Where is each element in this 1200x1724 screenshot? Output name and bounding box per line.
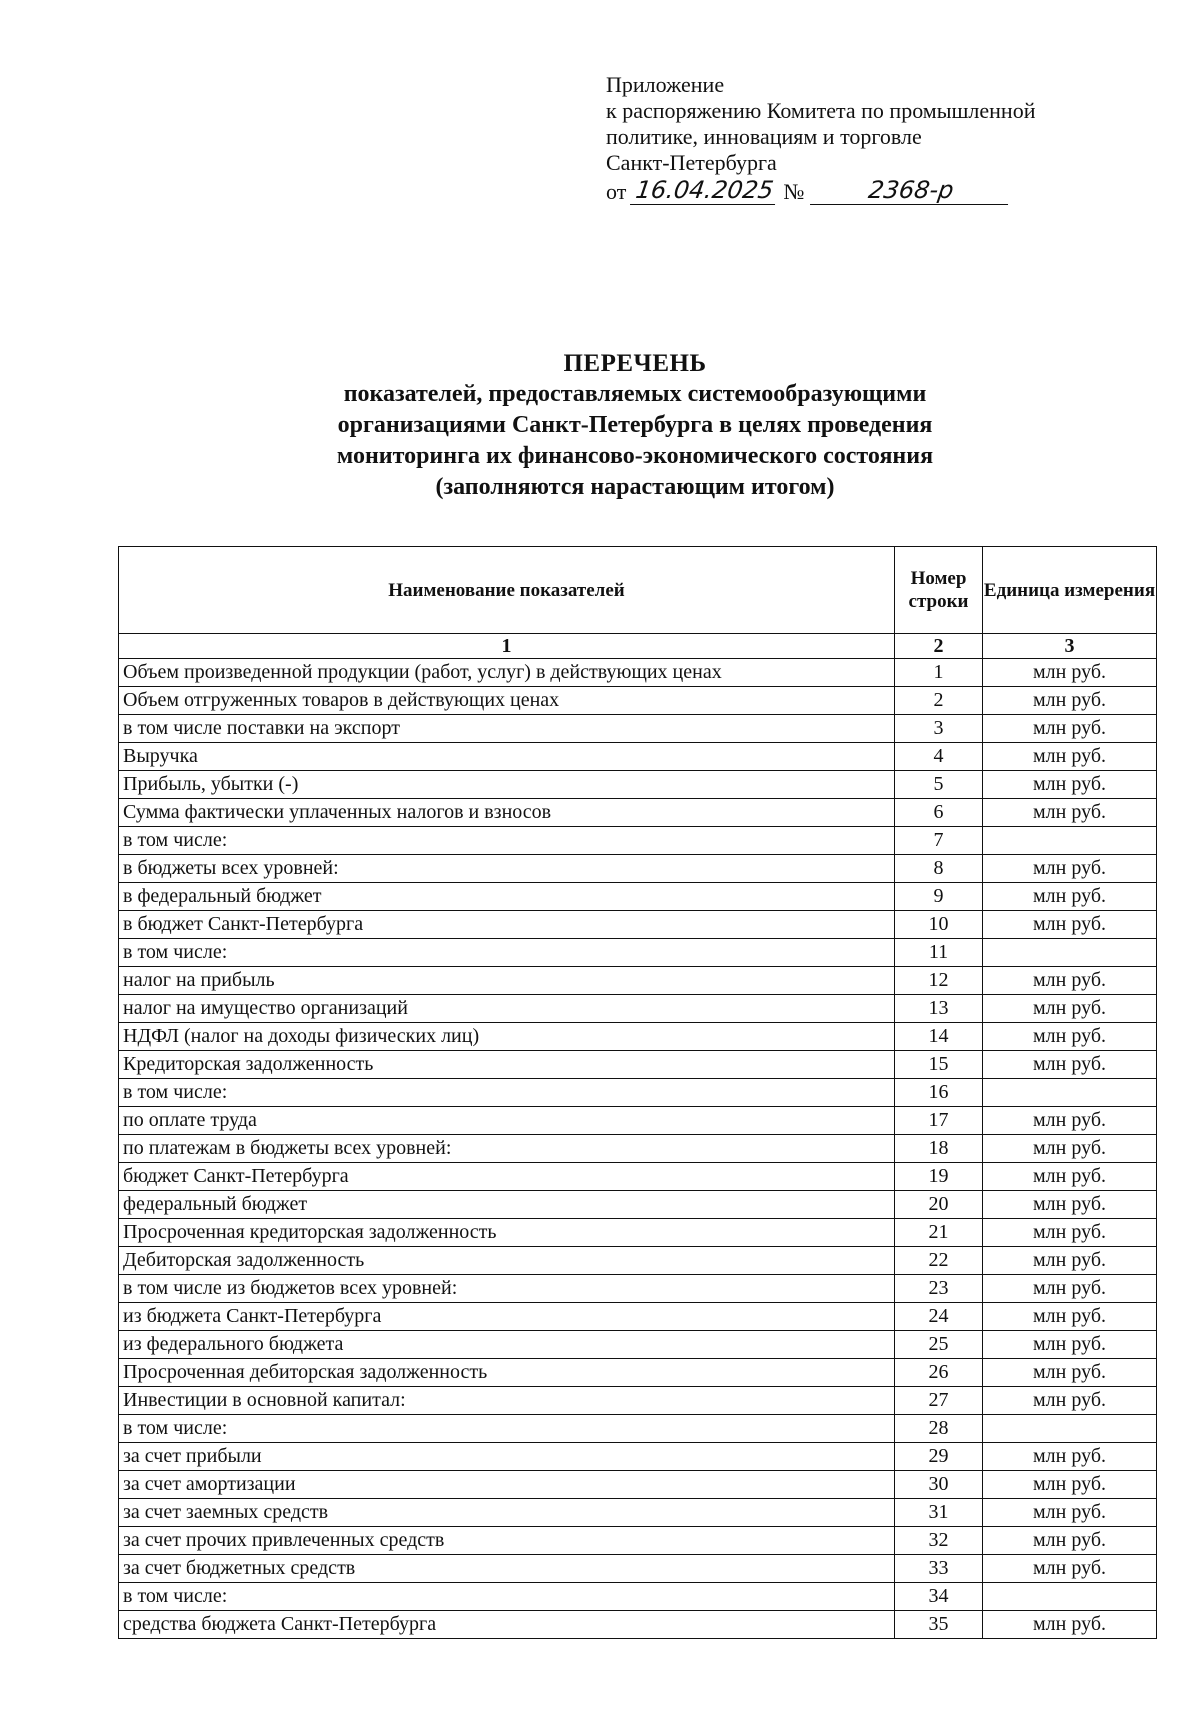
document-title (0, 348, 1200, 503)
row-name-cell: Прибыль, убытки (-) (119, 771, 895, 799)
row-unit-cell: млн руб. (983, 1555, 1157, 1583)
row-name-cell: в том числе поставки на экспорт (119, 715, 895, 743)
row-number-cell: 5 (895, 771, 983, 799)
row-number-cell: 15 (895, 1051, 983, 1079)
row-unit-cell: млн руб. (983, 1247, 1157, 1275)
row-name-cell: за счет бюджетных средств (119, 1555, 895, 1583)
row-name-cell: за счет заемных средств (119, 1499, 895, 1527)
row-name-cell: налог на имущество организаций (119, 995, 895, 1023)
row-name-cell: в том числе: (119, 1583, 895, 1611)
row-unit-cell: млн руб. (983, 1611, 1157, 1639)
row-unit-cell: млн руб. (983, 687, 1157, 715)
table-row (119, 1387, 1157, 1415)
row-name-cell: средства бюджета Санкт-Петербурга (119, 1611, 895, 1639)
row-unit-cell: млн руб. (983, 967, 1157, 995)
row-name-cell: в том числе из бюджетов всех уровней: (119, 1275, 895, 1303)
row-number-cell: 21 (895, 1219, 983, 1247)
table-row (119, 1303, 1157, 1331)
row-number-cell: 4 (895, 743, 983, 771)
row-unit-cell (983, 1415, 1157, 1443)
row-name-cell: налог на прибыль (119, 967, 895, 995)
row-name-cell: в федеральный бюджет (119, 883, 895, 911)
row-unit-cell: млн руб. (983, 995, 1157, 1023)
table-row (119, 1555, 1157, 1583)
row-number-cell: 20 (895, 1191, 983, 1219)
row-unit-cell: млн руб. (983, 1135, 1157, 1163)
table-row (119, 1107, 1157, 1135)
row-name-cell: в том числе: (119, 1079, 895, 1107)
row-unit-cell (983, 827, 1157, 855)
table-row (119, 967, 1157, 995)
table-row (119, 1611, 1157, 1639)
table-row (119, 1275, 1157, 1303)
row-number-cell: 14 (895, 1023, 983, 1051)
title-subtitle-2: организациями Санкт-Петербурга в целях проведения (337, 412, 933, 438)
order-reference-line-3: Санкт-Петербурга (606, 150, 777, 175)
row-number-cell: 32 (895, 1527, 983, 1555)
column-number-3: 3 (983, 634, 1157, 659)
row-number-cell: 12 (895, 967, 983, 995)
header-unit: Единица измерения (983, 547, 1157, 634)
row-unit-cell: млн руб. (983, 1331, 1157, 1359)
row-number-cell: 18 (895, 1135, 983, 1163)
row-unit-cell: млн руб. (983, 771, 1157, 799)
row-unit-cell: млн руб. (983, 1275, 1157, 1303)
row-unit-cell: млн руб. (983, 911, 1157, 939)
table-row (119, 1191, 1157, 1219)
title-subtitle-3: мониторинга их финансово-экономического состояния (336, 443, 934, 469)
row-number-cell: 8 (895, 855, 983, 883)
table-row (119, 1359, 1157, 1387)
table-row (119, 883, 1157, 911)
row-unit-cell: млн руб. (983, 1387, 1157, 1415)
row-number-cell: 35 (895, 1611, 983, 1639)
row-name-cell: Просроченная кредиторская задолженность (119, 1219, 895, 1247)
table-row (119, 939, 1157, 967)
row-number-cell: 2 (895, 687, 983, 715)
row-name-cell: в бюджеты всех уровней: (119, 855, 895, 883)
row-unit-cell: млн руб. (983, 743, 1157, 771)
row-unit-cell: млн руб. (983, 1107, 1157, 1135)
column-number-1: 1 (119, 634, 895, 659)
row-unit-cell: млн руб. (983, 1443, 1157, 1471)
row-unit-cell: млн руб. (983, 855, 1157, 883)
row-unit-cell: млн руб. (983, 883, 1157, 911)
table-row (119, 1135, 1157, 1163)
row-name-cell: Выручка (119, 743, 895, 771)
table-row (119, 1499, 1157, 1527)
row-number-cell: 26 (895, 1359, 983, 1387)
row-name-cell: из бюджета Санкт-Петербурга (119, 1303, 895, 1331)
row-unit-cell: млн руб. (983, 659, 1157, 687)
row-number-cell: 10 (895, 911, 983, 939)
appendix-label: Приложение (606, 72, 725, 97)
table-row (119, 1079, 1157, 1107)
table-header-row (119, 547, 1157, 634)
handwritten-order-number: 2368-р (810, 176, 1012, 205)
row-number-cell: 29 (895, 1443, 983, 1471)
table-row (119, 687, 1157, 715)
handwritten-date: 16.04.2025 (630, 176, 779, 205)
row-number-cell: 30 (895, 1471, 983, 1499)
row-name-cell: в том числе: (119, 939, 895, 967)
row-number-cell: 19 (895, 1163, 983, 1191)
table-row (119, 1023, 1157, 1051)
title-main: ПЕРЕЧЕНЬ (563, 350, 707, 377)
title-subtitle-1: показателей, предоставляемых системообразующими (343, 381, 927, 407)
row-number-cell: 7 (895, 827, 983, 855)
row-number-cell: 17 (895, 1107, 983, 1135)
row-name-cell: бюджет Санкт-Петербурга (119, 1163, 895, 1191)
header-row-number: Номер строки (895, 547, 983, 634)
row-unit-cell: млн руб. (983, 1051, 1157, 1079)
table-row (119, 1331, 1157, 1359)
row-name-cell: в том числе: (119, 827, 895, 855)
row-number-cell: 33 (895, 1555, 983, 1583)
row-unit-cell: млн руб. (983, 1303, 1157, 1331)
row-unit-cell: млн руб. (983, 1471, 1157, 1499)
row-name-cell: федеральный бюджет (119, 1191, 895, 1219)
number-sign: № (783, 179, 805, 204)
row-unit-cell (983, 1079, 1157, 1107)
column-number-2: 2 (895, 634, 983, 659)
row-number-cell: 25 (895, 1331, 983, 1359)
row-name-cell: Дебиторская задолженность (119, 1247, 895, 1275)
order-date-number-line (606, 176, 1126, 205)
table-row (119, 911, 1157, 939)
row-name-cell: за счет прочих привлеченных средств (119, 1527, 895, 1555)
row-number-cell: 3 (895, 715, 983, 743)
table-row (119, 743, 1157, 771)
row-number-cell: 9 (895, 883, 983, 911)
row-unit-cell: млн руб. (983, 1359, 1157, 1387)
table-row (119, 1247, 1157, 1275)
row-unit-cell: млн руб. (983, 1527, 1157, 1555)
table-row (119, 799, 1157, 827)
row-number-cell: 11 (895, 939, 983, 967)
row-name-cell: по оплате труда (119, 1107, 895, 1135)
title-subtitle-4: (заполняются нарастающим итогом) (435, 474, 835, 500)
row-unit-cell: млн руб. (983, 1023, 1157, 1051)
row-name-cell: НДФЛ (налог на доходы физических лиц) (119, 1023, 895, 1051)
row-name-cell: за счет амортизации (119, 1471, 895, 1499)
row-unit-cell: млн руб. (983, 715, 1157, 743)
row-unit-cell: млн руб. (983, 1163, 1157, 1191)
header-indicator-name: Наименование показателей (119, 547, 895, 634)
table-row (119, 1415, 1157, 1443)
row-number-cell: 16 (895, 1079, 983, 1107)
appendix-header (606, 72, 1126, 205)
row-number-cell: 6 (895, 799, 983, 827)
table-row (119, 1219, 1157, 1247)
row-number-cell: 13 (895, 995, 983, 1023)
row-unit-cell: млн руб. (983, 1191, 1157, 1219)
row-name-cell: Объем произведенной продукции (работ, услуг) в действующих ценах (119, 659, 895, 687)
row-number-cell: 22 (895, 1247, 983, 1275)
row-name-cell: Просроченная дебиторская задолженность (119, 1359, 895, 1387)
row-number-cell: 1 (895, 659, 983, 687)
order-reference-line-1: к распоряжению Комитета по промышленной (606, 98, 1036, 123)
table-row (119, 827, 1157, 855)
row-unit-cell: млн руб. (983, 1219, 1157, 1247)
row-number-cell: 34 (895, 1583, 983, 1611)
row-number-cell: 28 (895, 1415, 983, 1443)
row-number-cell: 31 (895, 1499, 983, 1527)
column-number-row (119, 634, 1157, 659)
table-row (119, 1471, 1157, 1499)
row-name-cell: Инвестиции в основной капитал: (119, 1387, 895, 1415)
row-unit-cell: млн руб. (983, 1499, 1157, 1527)
row-name-cell: Объем отгруженных товаров в действующих ценах (119, 687, 895, 715)
table-row (119, 771, 1157, 799)
row-name-cell: за счет прибыли (119, 1443, 895, 1471)
row-number-cell: 23 (895, 1275, 983, 1303)
table-row (119, 1443, 1157, 1471)
table-row (119, 1583, 1157, 1611)
indicators-table (118, 546, 1157, 1639)
row-name-cell: в бюджет Санкт-Петербурга (119, 911, 895, 939)
table-row (119, 1163, 1157, 1191)
table-row (119, 855, 1157, 883)
row-unit-cell: млн руб. (983, 799, 1157, 827)
table-row (119, 659, 1157, 687)
row-name-cell: в том числе: (119, 1415, 895, 1443)
row-number-cell: 24 (895, 1303, 983, 1331)
row-unit-cell (983, 1583, 1157, 1611)
row-name-cell: из федерального бюджета (119, 1331, 895, 1359)
order-reference-line-2: политике, инновациям и торговле (606, 124, 922, 149)
table-row (119, 1051, 1157, 1079)
row-number-cell: 27 (895, 1387, 983, 1415)
date-prefix: от (606, 179, 627, 204)
row-name-cell: Кредиторская задолженность (119, 1051, 895, 1079)
row-unit-cell (983, 939, 1157, 967)
row-name-cell: по платежам в бюджеты всех уровней: (119, 1135, 895, 1163)
row-name-cell: Сумма фактически уплаченных налогов и взносов (119, 799, 895, 827)
table-row (119, 995, 1157, 1023)
table-row (119, 1527, 1157, 1555)
table-row (119, 715, 1157, 743)
